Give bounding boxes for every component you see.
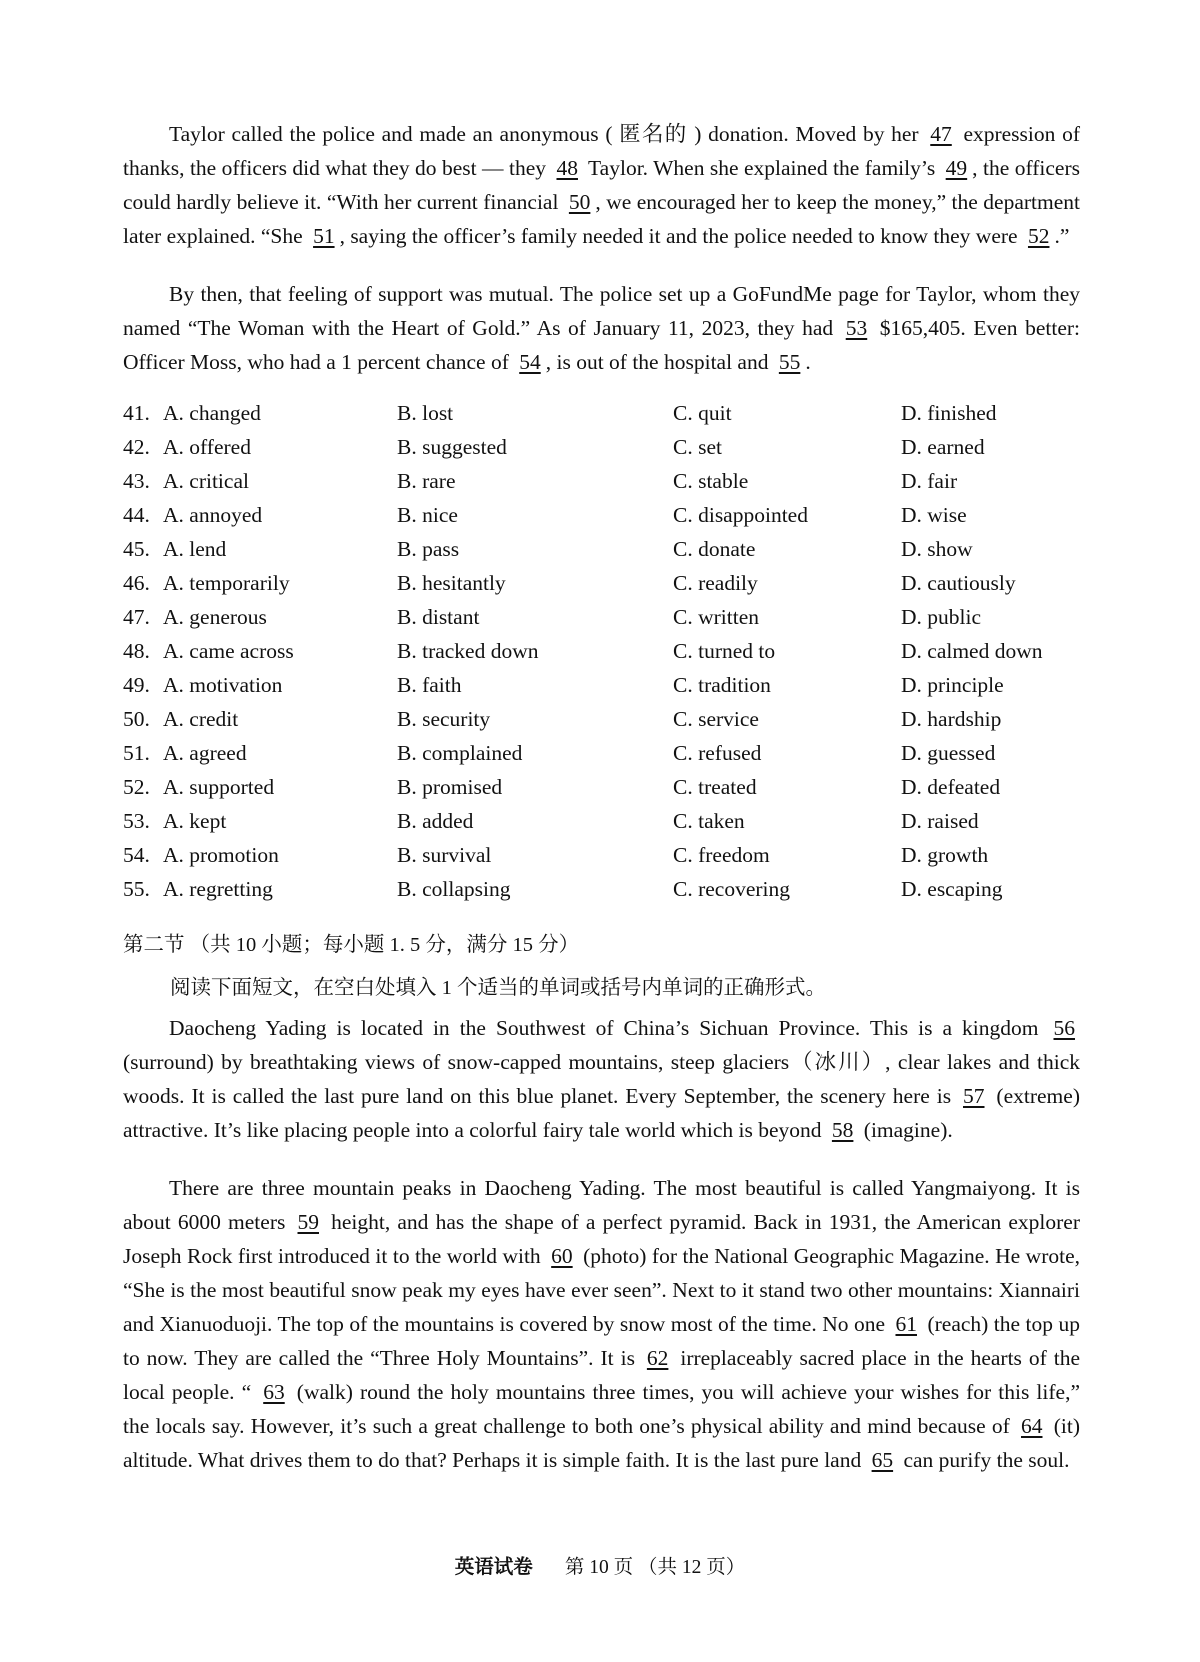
option-a: A. regretting	[163, 877, 273, 901]
question-number: 44.	[123, 503, 150, 527]
option-d: D. growth	[901, 843, 989, 867]
option-c: C. written	[673, 605, 759, 629]
question-number: 49.	[123, 673, 150, 697]
option-c: C. donate	[673, 537, 756, 561]
question-row	[123, 804, 1080, 838]
question-number: 43.	[123, 469, 150, 493]
option-a: A. annoyed	[163, 503, 263, 527]
option-b: B. nice	[397, 503, 458, 527]
question-number: 52.	[123, 775, 150, 799]
option-d: D. principle	[901, 673, 1004, 697]
option-a: A. generous	[163, 605, 267, 629]
passage-paragraph-4	[123, 1171, 1080, 1477]
question-row	[123, 464, 1080, 498]
question-row	[123, 396, 1080, 430]
passage-text: , is out of the hospital and	[545, 350, 774, 374]
passage-text: (reach) the top up to now. They are called the “Three Holy Mountains”. It is	[123, 1312, 1080, 1370]
question-number: 41.	[123, 401, 150, 425]
question-row	[123, 702, 1080, 736]
passage-text: Daocheng Yading is located in the Southwest of China’s Sichuan Province. This is a kingdom	[169, 1016, 1049, 1040]
option-b: B. added	[397, 809, 474, 833]
question-row	[123, 430, 1080, 464]
passage-text: (surround) by breathtaking views of snow-capped mountains, steep glaciers（冰川）, clear lakes and thick woods. It is called the last pure land on this blue planet. Every September, the scenery here is	[123, 1050, 1080, 1108]
option-c: C. set	[673, 435, 722, 459]
passage-text: , we encouraged her to keep the money,” the department later explained. “She	[123, 190, 1080, 248]
option-d: D. defeated	[901, 775, 1001, 799]
passage-text: expression of thanks, the officers did what they do best — they	[123, 122, 1080, 180]
passage-text: height, and has the shape of a perfect pyramid. Back in 1931, the American explorer Joseph Rock first introduced it to the world with	[123, 1210, 1080, 1268]
passage-text: Taylor. When she explained the family’s	[582, 156, 941, 180]
question-number: 48.	[123, 639, 150, 663]
option-d: D. public	[901, 605, 982, 629]
question-row	[123, 532, 1080, 566]
passage-text: (it) altitude. What drives them to do that? Perhaps it is simple faith. It is the last pure land	[123, 1414, 1080, 1472]
section-heading: 第二节 （共 10 小题；每小题 1. 5 分，满分 15 分）	[123, 934, 580, 956]
option-a: A. changed	[163, 401, 261, 425]
question-row	[123, 838, 1080, 872]
footer-subject: 英语试卷	[454, 1557, 533, 1578]
option-b: B. faith	[397, 673, 462, 697]
question-number: 47.	[123, 605, 150, 629]
question-row	[123, 634, 1080, 668]
passage-text: .”	[1054, 224, 1070, 248]
blank-61: 61	[895, 1312, 917, 1336]
option-a: A. lend	[163, 537, 227, 561]
option-c: C. readily	[673, 571, 758, 595]
blank-60: 60	[551, 1244, 573, 1268]
question-row	[123, 872, 1080, 906]
option-c: C. stable	[673, 469, 749, 493]
option-d: D. finished	[901, 401, 997, 425]
blank-50: 50	[568, 190, 591, 214]
option-b: B. rare	[397, 469, 456, 493]
passage-paragraph-1	[123, 117, 1080, 253]
option-d: D. calmed down	[901, 639, 1043, 663]
option-a: A. came across	[163, 639, 294, 663]
question-row	[123, 566, 1080, 600]
passage-text: (imagine).	[858, 1118, 953, 1142]
option-d: D. cautiously	[901, 571, 1016, 595]
option-a: A. temporarily	[163, 571, 290, 595]
blank-59: 59	[297, 1210, 319, 1234]
question-number: 50.	[123, 707, 150, 731]
option-d: D. fair	[901, 469, 958, 493]
option-c: C. tradition	[673, 673, 771, 697]
option-b: B. complained	[397, 741, 523, 765]
option-a: A. credit	[163, 707, 239, 731]
option-c: C. turned to	[673, 639, 776, 663]
blank-62: 62	[646, 1346, 669, 1370]
option-c: C. refused	[673, 741, 762, 765]
section-instruction: 阅读下面短文，在空白处填入 1 个适当的单词或括号内单词的正确形式。	[170, 977, 826, 999]
blank-64: 64	[1021, 1414, 1043, 1438]
option-a: A. motivation	[163, 673, 283, 697]
option-d: D. earned	[901, 435, 985, 459]
passage-text: $165,405. Even better: Officer Moss, who had a 1 percent chance of	[123, 316, 1080, 374]
option-b: B. hesitantly	[397, 571, 506, 595]
blank-55: 55	[778, 350, 801, 374]
option-d: D. raised	[901, 809, 979, 833]
option-b: B. distant	[397, 605, 480, 629]
blank-47: 47	[930, 122, 952, 146]
page-footer	[0, 1554, 1200, 1582]
question-row	[123, 736, 1080, 770]
question-number: 55.	[123, 877, 150, 901]
option-d: D. guessed	[901, 741, 996, 765]
passage-text: Taylor called the police and made an anonymous ( 匿名的 ) donation. Moved by her	[169, 122, 926, 146]
question-row	[123, 770, 1080, 804]
passage-text: , the officers could hardly believe it. “With her current financial	[123, 156, 1080, 214]
passage-paragraph-3	[123, 1011, 1080, 1147]
option-a: A. critical	[163, 469, 249, 493]
option-c: C. taken	[673, 809, 745, 833]
option-b: B. pass	[397, 537, 460, 561]
blank-48: 48	[556, 156, 578, 180]
question-row	[123, 600, 1080, 634]
option-b: B. suggested	[397, 435, 507, 459]
blank-56: 56	[1053, 1016, 1075, 1040]
option-d: D. hardship	[901, 707, 1002, 731]
blank-65: 65	[871, 1448, 894, 1472]
option-d: D. show	[901, 537, 973, 561]
passage-text: There are three mountain peaks in Daocheng Yading. The most beautiful is called Yangmaiyong. It is about 6000 meters	[123, 1176, 1080, 1234]
passage-text: (walk) round the holy mountains three times, you will achieve your wishes for this life,” the locals say. However, it’s such a great challenge to both one’s physical ability and mind because of	[123, 1380, 1080, 1438]
option-a: A. agreed	[163, 741, 247, 765]
question-row	[123, 668, 1080, 702]
blank-57: 57	[963, 1084, 985, 1108]
passage-text: .	[805, 350, 811, 374]
option-c: C. freedom	[673, 843, 770, 867]
option-c: C. service	[673, 707, 759, 731]
option-a: A. promotion	[163, 843, 279, 867]
options-list	[123, 396, 1080, 906]
blank-52: 52	[1027, 224, 1050, 248]
option-b: B. tracked down	[397, 639, 539, 663]
option-c: C. quit	[673, 401, 732, 425]
option-d: D. wise	[901, 503, 967, 527]
question-number: 54.	[123, 843, 150, 867]
blank-53: 53	[845, 316, 868, 340]
passage-text: (extreme) attractive. It’s like placing people into a colorful fairy tale world which is beyond	[123, 1084, 1080, 1142]
option-b: B. lost	[397, 401, 454, 425]
blank-51: 51	[313, 224, 335, 248]
option-b: B. survival	[397, 843, 492, 867]
option-c: C. disappointed	[673, 503, 808, 527]
blank-49: 49	[945, 156, 968, 180]
option-a: A. offered	[163, 435, 251, 459]
blank-58: 58	[831, 1118, 854, 1142]
question-number: 46.	[123, 571, 150, 595]
passage-text: By then, that feeling of support was mutual. The police set up a GoFundMe page for Taylor, whom they named “The Woman with the Heart of Gold.” As of January 11, 2023, they had	[123, 282, 1080, 340]
option-b: B. security	[397, 707, 491, 731]
blank-63: 63	[263, 1380, 285, 1404]
blank-54: 54	[519, 350, 541, 374]
question-number: 42.	[123, 435, 150, 459]
option-b: B. collapsing	[397, 877, 511, 901]
option-a: A. supported	[163, 775, 275, 799]
passage-text: (photo) for the National Geographic Magazine. He wrote, “She is the most beautiful snow peak my eyes have ever seen”. Next to it stand two other mountains: Xiannairi and Xianuoduoji. The top of the mountains is covered by snow most of the time. No one	[123, 1244, 1080, 1336]
option-c: C. treated	[673, 775, 757, 799]
option-b: B. promised	[397, 775, 503, 799]
passage-text: can purify the soul.	[898, 1448, 1070, 1472]
passage-paragraph-2	[123, 277, 1080, 379]
question-number: 51.	[123, 741, 150, 765]
passage-text: irreplaceably sacred place in the hearts of the local people. “	[123, 1346, 1080, 1404]
footer-page-number: 第 10 页 （共 12 页）	[564, 1557, 746, 1578]
option-c: C. recovering	[673, 877, 791, 901]
question-number: 45.	[123, 537, 150, 561]
question-number: 53.	[123, 809, 150, 833]
option-a: A. kept	[163, 809, 227, 833]
passage-text: , saying the officer’s family needed it and the police needed to know they were	[339, 224, 1023, 248]
question-row	[123, 498, 1080, 532]
option-d: D. escaping	[901, 877, 1003, 901]
